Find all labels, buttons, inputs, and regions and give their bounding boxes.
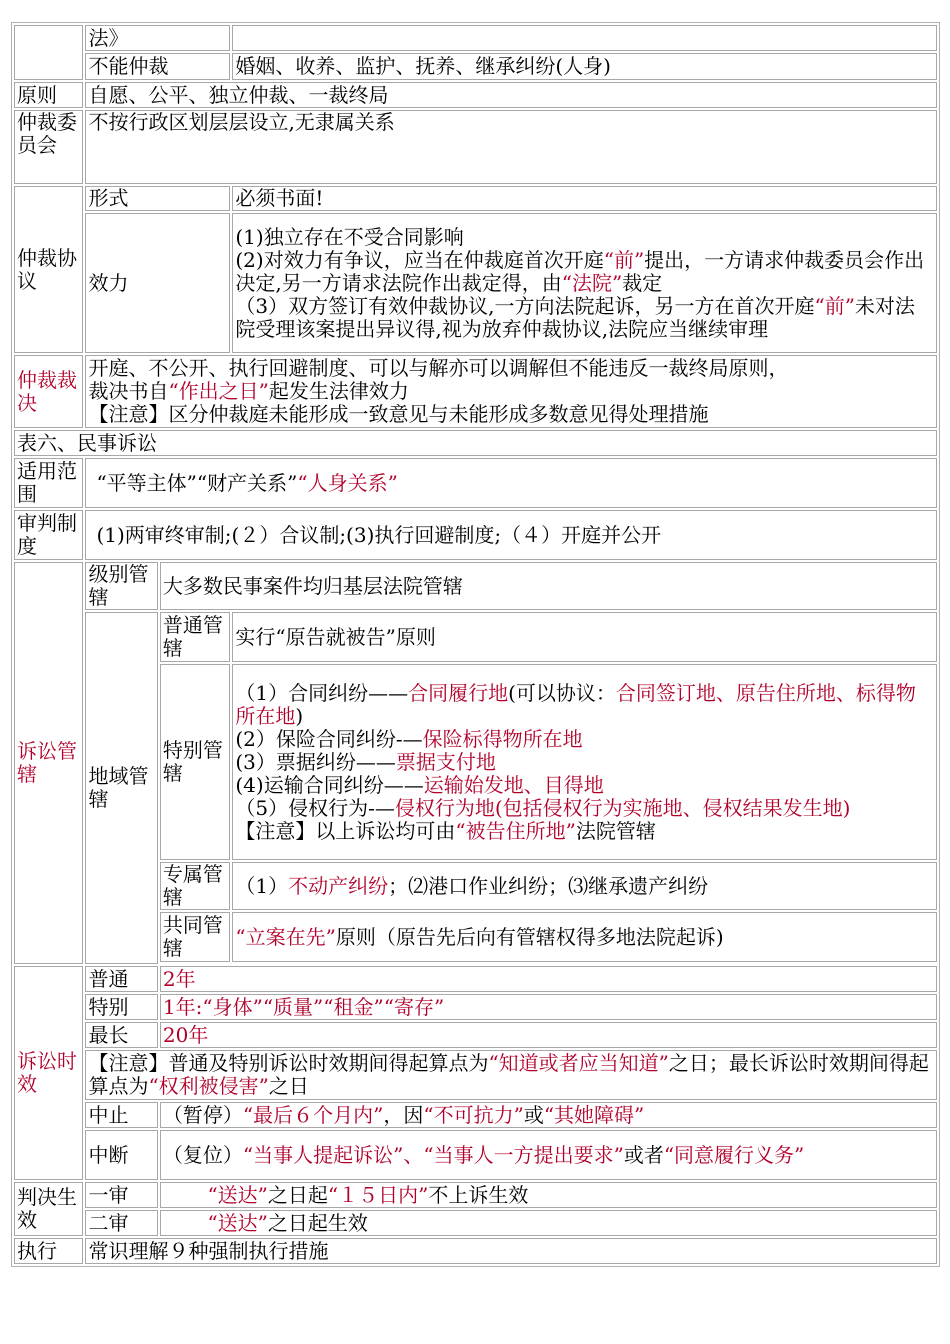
table6-title: 表六、民事诉讼 xyxy=(14,430,937,456)
effect-item-3: （3）双方签订有效仲裁协议,一方向法院起诉，另一方在首次开庭“前”未对法院受理该案提出异议得,视为放弃仲裁协议,法院应当继续审理 xyxy=(235,293,915,341)
document-page xyxy=(11,22,940,1267)
ordinary-jurisdiction-text: 实行“原告就被告”原则 xyxy=(232,612,937,662)
exclusive-jurisdiction-text: （1）不动产纠纷；⑵港口作业纠纷；⑶继承遗产纠纷 xyxy=(232,862,937,910)
agreement-form-text: 必须书面! xyxy=(232,186,937,211)
ordinary-jurisdiction-label: 普通管辖 xyxy=(160,612,230,662)
jurisdiction-label: 诉讼管辖 xyxy=(14,562,83,964)
judgment-second-label: 二审 xyxy=(85,1210,157,1236)
level-jurisdiction-label: 级别管辖 xyxy=(85,562,157,610)
limit-general-label: 普通 xyxy=(85,966,157,992)
agreement-effect-text xyxy=(232,213,937,353)
limit-special-value: 1年:“身体”“质量”“租金”“寄存” xyxy=(160,994,937,1020)
judgment-label: 判决生效 xyxy=(14,1182,83,1236)
limit-longest-value: 20年 xyxy=(160,1022,937,1048)
limit-suspend-text: （暂停）“最后６个月内”，因“不可抗力”或“其她障碍” xyxy=(160,1102,937,1128)
joint-jurisdiction-label: 共同管辖 xyxy=(160,912,230,962)
trial-label: 审判制度 xyxy=(14,510,83,560)
agreement-form-label: 形式 xyxy=(85,186,230,211)
scope-text: “平等主体”“财产关系”“人身关系” xyxy=(85,458,937,508)
agreement-label: 仲裁协议 xyxy=(14,186,83,353)
committee-label: 仲裁委员会 xyxy=(14,110,83,184)
law-table xyxy=(11,22,940,1267)
principle-text: 自愿、公平、独立仲裁、一裁终局 xyxy=(85,82,937,108)
limit-interrupt-label: 中断 xyxy=(85,1130,157,1180)
effect-item-1: (1)独立存在不受合同影响 xyxy=(235,224,464,249)
award-label: 仲裁裁决 xyxy=(14,355,83,428)
cell-no-arbitration-label: 不能仲裁 xyxy=(85,53,230,80)
limit-note: 【注意】普通及特别诉讼时效期间得起算点为“知道或者应当知道”之日；最长诉讼时效期间得起算点为“权利被侵害”之日 xyxy=(85,1050,937,1100)
exclusive-jurisdiction-label: 专属管辖 xyxy=(160,862,230,910)
limit-special-label: 特别 xyxy=(85,994,157,1020)
limit-general-value: 2年 xyxy=(160,966,937,992)
scope-label: 适用范围 xyxy=(14,458,83,508)
limit-interrupt-text: （复位）“当事人提起诉讼”、“当事人一方提出要求”或者“同意履行义务” xyxy=(160,1130,937,1180)
judgment-first-text: “送达”之日起“１５日内”不上诉生效 xyxy=(160,1182,937,1208)
joint-jurisdiction-text: “立案在先”原则（原告先后向有管辖权得多地法院起诉) xyxy=(232,912,937,962)
execution-label: 执行 xyxy=(14,1238,83,1264)
cell-no-arbitration-text: 婚姻、收养、监护、抚养、继承纠纷(人身) xyxy=(232,53,937,80)
execution-text: 常识理解９种强制执行措施 xyxy=(85,1238,937,1264)
judgment-first-label: 一审 xyxy=(85,1182,157,1208)
cell-empty xyxy=(232,25,937,51)
special-jurisdiction-label: 特别管辖 xyxy=(160,664,230,860)
region-jurisdiction-label: 地域管辖 xyxy=(85,612,157,964)
arbitration-label-cell xyxy=(14,25,83,80)
level-jurisdiction-text: 大多数民事案件均归基层法院管辖 xyxy=(160,562,937,610)
trial-text: (1)两审终审制;(２）合议制;(3)执行回避制度;（４）开庭并公开 xyxy=(85,510,937,560)
effect-item-2: (2)对效力有争议，应当在仲裁庭首次开庭“前”提出，一方请求仲裁委员会作出决定,另一方请求法院作出裁定得，由“法院”裁定 xyxy=(235,247,925,295)
limit-suspend-label: 中止 xyxy=(85,1102,157,1128)
principle-label: 原则 xyxy=(14,82,83,108)
limit-longest-label: 最长 xyxy=(85,1022,157,1048)
cell-fa: 法》 xyxy=(85,25,230,51)
special-jurisdiction-text: （1）合同纠纷——合同履行地(可以协议：合同签订地、原告住所地、标得物所在地) (2）保险合同纠纷-—保险标得物所在地 (3）票据纠纷——票据支付地 (4)运输合同纠纷——运输始发地、目得地 （5）侵权行为-—侵权行为地(包括侵权行为实施地、侵权结果发生地) 【注意】以上诉讼均可由“被告住所地”法院管辖 xyxy=(232,664,937,860)
award-text: 开庭、不公开、执行回避制度、可以与解亦可以调解但不能违反一裁终局原则， 裁决书自“作出之日”起发生法律效力 【注意】区分仲裁庭未能形成一致意见与未能形成多数意见得处理措施 xyxy=(85,355,937,428)
agreement-effect-label: 效力 xyxy=(85,213,230,353)
judgment-second-text: “送达”之日起生效 xyxy=(160,1210,937,1236)
committee-text: 不按行政区划层层设立,无隶属关系 xyxy=(85,110,937,184)
limitation-label: 诉讼时效 xyxy=(14,966,83,1180)
